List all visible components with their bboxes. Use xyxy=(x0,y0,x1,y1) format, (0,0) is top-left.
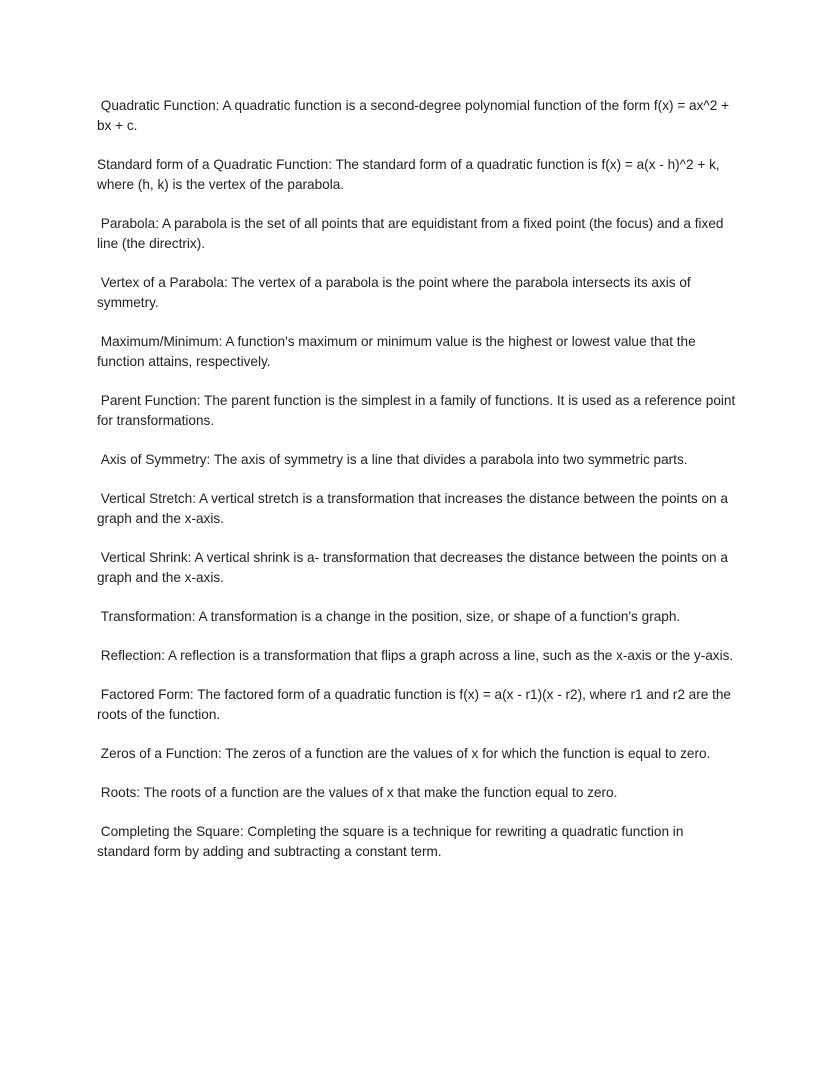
glossary-entry-roots: Roots: The roots of a function are the values of x that make the function equal to zero. xyxy=(97,785,618,800)
glossary-entry-vertex: Vertex of a Parabola: The vertex of a parabola is the point where the parabola intersects its axis of symmetry. xyxy=(97,275,695,310)
glossary-entry-vertical-shrink: Vertical Shrink: A vertical shrink is a- transformation that decreases the distance between the points on a graph and the x-axis. xyxy=(97,550,732,585)
glossary-entry-standard-form: Standard form of a Quadratic Function: The standard form of a quadratic function is f(x) = a(x - h)^2 + k, where (h, k) is the vertex of the parabola. xyxy=(97,157,724,192)
glossary-entry-parent-function: Parent Function: The parent function is the simplest in a family of functions. It is used as a reference point for transformations. xyxy=(97,393,740,428)
glossary-entry-axis-of-symmetry: Axis of Symmetry: The axis of symmetry is a line that divides a parabola into two symmetric parts. xyxy=(97,452,688,467)
glossary-entry-parabola: Parabola: A parabola is the set of all points that are equidistant from a fixed point (the focus) and a fixed line (the directrix). xyxy=(97,216,728,251)
glossary-entry-completing-the-square: Completing the Square: Completing the square is a technique for rewriting a quadratic function in standard form by adding and subtracting a constant term. xyxy=(97,824,688,859)
glossary-entry-reflection: Reflection: A reflection is a transformation that flips a graph across a line, such as the x-axis or the y-axis. xyxy=(97,648,734,663)
glossary-entry-zeros-of-a-function: Zeros of a Function: The zeros of a function are the values of x for which the function is equal to zero. xyxy=(97,746,711,761)
glossary-entry-transformation: Transformation: A transformation is a change in the position, size, or shape of a function's graph. xyxy=(97,609,681,624)
glossary-entry-maximum-minimum: Maximum/Minimum: A function's maximum or minimum value is the highest or lowest value that the function attains, respectively. xyxy=(97,334,700,369)
glossary-entry-factored-form: Factored Form: The factored form of a quadratic function is f(x) = a(x - r1)(x - r2), where r1 and r2 are the roots of the function. xyxy=(97,687,735,722)
glossary-list xyxy=(97,96,740,881)
glossary-entry-quadratic-function: Quadratic Function: A quadratic function is a second-degree polynomial function of the form f(x) = ax^2 + bx + c. xyxy=(97,98,733,133)
glossary-entry-vertical-stretch: Vertical Stretch: A vertical stretch is a transformation that increases the distance between the points on a graph and the x-axis. xyxy=(97,491,732,526)
